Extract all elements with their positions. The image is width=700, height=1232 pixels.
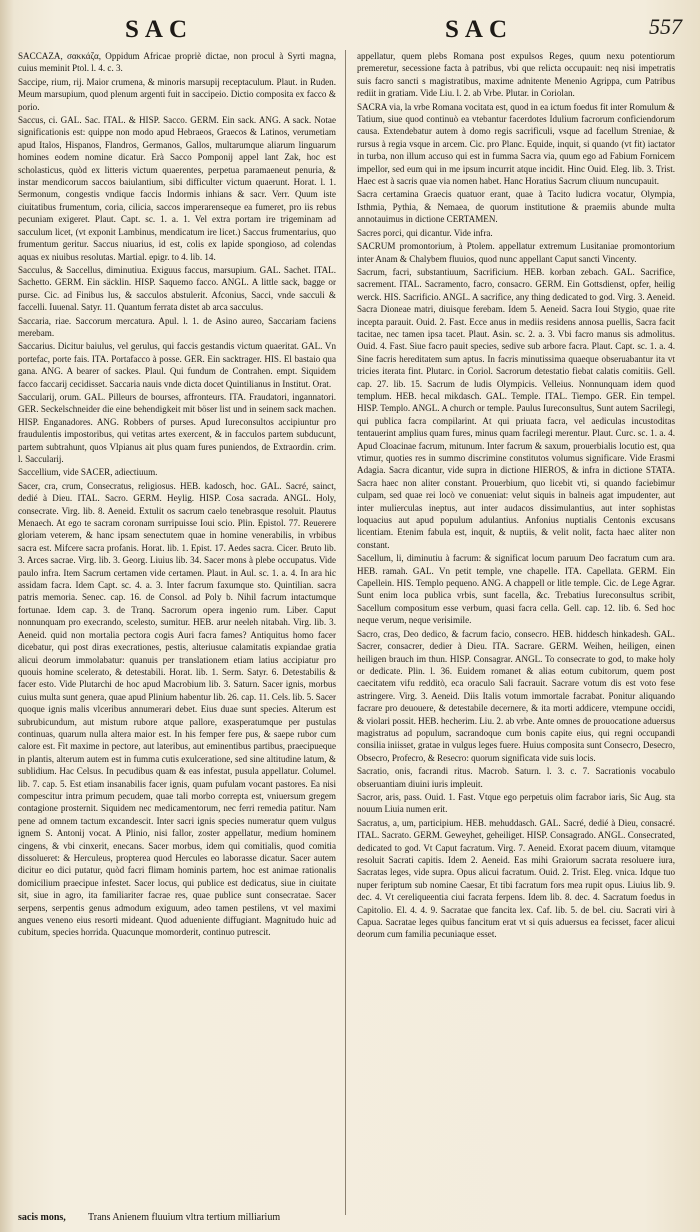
entry-paragraph: Sacra certamina Graecis quatuor erant, quae à Tacito ludicra vocatur, Olympia, Isthmia, Pythia, & Nemaea, de quorum institutione & praemiis abunde multa annotauimus in dictione CERTAMEN. xyxy=(357,189,675,225)
page-edge-shadow xyxy=(0,0,14,1232)
left-column xyxy=(18,50,336,1220)
page-number: 557 xyxy=(649,14,682,39)
left-headword: SAC xyxy=(125,16,194,43)
entry-paragraph: Sacro, cras, Deo dedico, & facrum facio, consecro. HEB. hiddesch hinkadesh. GAL. Sacrer, consacrer, dedier à Dieu. ITA. Sacrare. GERM. Weihen, heiligen, einen heiligen brauch im thun. HISP. Consagrar. ANGL. To consecrate to god, to make holy or dedicate. Plin. l. 36. Euidem romanet & alias eotum cubitorum, quem post caecitatem vifu redditò, eca oraculo Sali facrauit. Sacrare votum dis est voto fese astringere. Virg. 3. Aeneid. Diis Italis votum immortale facrabat. Ponitur aliquando facrare pro deuouere, & detestabile decernere, & ita morti addicere, vtempune occidi, & violari possit. HEB. hecherim. Liu. 2. ab vrbe. Ante omnes de prouocatione aduersus magistratus ad populum, sacrandoque cum bonis capite eius, qui regni occupandi consilia iniisset, gratae in vulgus leges fuere. Huius composita sunt Consecro, Desecro, Obsecro, Profecro, & Resecro: quorum significata vide suis locis. xyxy=(357,628,675,763)
entry-paragraph: SACCAZA, σακκάζα, Oppidum Africae propriè dictae, non procul à Syrti magna, cuius meminit Ptol. l. 4. c. 3. xyxy=(18,51,336,74)
entry-paragraph: Saccaria, riae. Saccorum mercatura. Apul. l. 1. de Asino aureo, Saccariam faciens merebam. xyxy=(18,315,336,338)
entry-paragraph: appellatur, quem plebs Romana post expulsos Reges, quum nexu potentiorum premeretur, secessione facta à patribus, vbi que relicta occupauit: neq nisi impetratis suis facro sancti s magistratibus, maxime adnitente Menenio Agrippa, cum Patribus rediit in gratiam. Vide Liu. l. 2. ab Vrbe. Plutar. in Coriolan. xyxy=(357,51,675,99)
entry-paragraph: Sacres porci, qui dicantur. Vide infra. xyxy=(357,227,493,238)
entry-paragraph: Sacratio, onis, facrandi ritus. Macrob. Saturn. l. 3. c. 7. Sacrationis vocabulo obseruantiam diuini iuris impleuit. xyxy=(357,766,675,789)
entry-paragraph: Sacratus, a, um, participium. HEB. mehuddasch. GAL. Sacré, dedié à Dieu, consacré. ITAL. Sacrato. GERM. Geweyhet, geheiliget. HISP. Consagrado. ANGL. Consecrated, dedicated to god. Vt Caput facratum. Virg. 7. Aeneid. Exorat pacem diuum, vitamque resoluit Sacrati capitis. Idem 2. Aeneid. Eas mihi Graiorum sacrata resoluere iura, Sacratas leges, vide supra. Opus alicui facratum. Ouid. 2. Trist. Eleg. vnica. Idque tuo nuper feriptum sub nomine Caesar, Et tibi facratum fors mea rupit opus. Liuius lib. 9. dec. 4. Vt cereliqueentia ciui facrata ferpens. Idem lib. 8. dec. 4. Sacratum foedus in Capitolio. El. 4. 4. 9. Sacratae que fancita lex. Caf. lib. 5. de bel. ciu. Sacrati viri à Capua. Sacratae leges quibus fancitum erat vt si quis aduersus ea fecisset, facer alicui deorum cum familia pecuniaque esset. xyxy=(357,817,675,940)
page-footer xyxy=(18,1212,680,1226)
entry-paragraph: Saccus, ci. GAL. Sac. ITAL. & HISP. Sacco. GERM. Ein sack. ANG. A sack. Notae significationis est: quippe non modo apud Hebraeos, Graecos & Latinos, verumetiam apud Italos, Hispanos, Flandros, Germanos, Gallos, multarumque aliarum linguarum homines eodem nomine dicatur. Erà Sacco Pomponij appel lant Zak, hoc est scholasticus, quòd ex litteris victum quaerentes, perpetua paramaeneut penuria, & instar mendicorum saccos baiulantium, sibi difficulter victum quaerunt. Horat. l. 1. Sermonum, congestis vndique faccis Indormis inhians & sacr. Verr. Quum iste ciuitatibus frumentum, coria, cilicia, saccos imperarenseque ea fumeret, pro iis rebus pecuniam exigeret. Plaut. Capt. sc. 1. a. 1. Vel extra portam ire trigeminam ad sacculum licet, (vt exponit Lambinus, mendicatum ire licet.) Saccus frumentarius, quo frumentum geritur. Saccus niuarius, id est, colis ex lapide spongioso, ad colendas aquas ex niuibus resolutas. Martial. epigr. to 4. lib. 14. xyxy=(18,115,336,262)
entry-paragraph: Sacror, aris, pass. Ouid. 1. Fast. Vtque ego perpetuis olim facrabor iaris, Sic Aug. sta nouum Liuia numen erit. xyxy=(357,791,675,815)
entry-paragraph: SACRA via, la vrbe Romana vocitata est, quod in ea ictum foedus fit inter Romulum & Tatium, siue quod continuò ea vtebantur facerdotes Idulium facrorum conficiendorum causa. Extendebatur autem à domo regis sacrificuli, vsque ad facellum Streniae, & rursus à regia vsque in arcem. Cic. pro Planc. Equide, inquit, si quando (vt fit) iactator in turba, non illum accuso qui est in fumma Sacra via, quum ego ad Fabium Fornicem impellor, sed eum qui in me ipsum incurrit atque incidit. Hinc Ouid. Eleg. lib. 3. Trist. Haec est à sacris quae via nomen habet. Hanc Horatius Sacrum cliuum nuncupauit. xyxy=(357,101,675,187)
entry-paragraph: Sacer, cra, crum, Consecratus, religiosus. HEB. kadosch, hoc. GAL. Sacré, sainct, dedié à Dieu. ITAL. Sacro. GERM. Heylig. HISP. Cosa sacrada. ANGL. Holy, consecrate. Virg. lib. 8. Aeneid. Extulit os sacrum caelo tenebrasque resoluit. Plautus Menaech. At ego te sacram coronam surripuisse Ioui scio. Plin. Epistol. 77. Reuerere gloriam veterem, & hanc ipsam senectutem quae in homine venerabilis, in vrbibus sacra est. Mifcere sacra profanis. Horat. lib. 1. Epist. 17. Aedes sacra. Cicer. Bruto lib. 3. Arces sacrae. Virg. lib. 3. Georg. Liuius lib. 34. Sacer mons à plebe occupatus. Vide paulo infra. Item Sacrum certamen vide certamen. Plaut. in Aul. sc. 1. a. 4. In ara hic assidam facra. Idem Capt. sc. 4. a. 3. Inter facrum faxumque sto. Quintilian. sacra patris memoria. Senec. cap. 16. de Consol. ad Poly b. Nihil facrum intactumque fortunae. Idem cap. 3. de Tranq. Sacrorum opera ingenio rum. Liber. Caput nonnunquam pro execrando, scelesto, sumitur. HEB. arur neeleh nitabah. Virg. lib. 3. Aeneid. quid non mortalia pectora cogis Auri facra fames? Antiquitus homo facer dicebatur, qui post diras execrationes, pestis, alteriusue calamitatis expiandae gratia alicui deorum immolabatur: quanuis per translationem etiam latius accipiatur pro quouis homine scelerato, & detestabili. Horat. lib. 1. Serm. Satyr. 6. Detestabilis & facer esto. Vide Plutarchi de hoc apud Macrobium lib. 3. Saturn. Sacer ignis, morbus cuius multa sunt genera, quae apud Plinium habentur lib. 26. cap. 11. Cels. lib. 5. Sacer quoque ignis malis vlceribus annumerari debet. Eius duae sunt species. Alterum est subrubicundum, aut mistum rubore atque pallore, exasperatumque per pustulas continuas, quarum nulla altera maior est. In his femper fere pus, & saepe rubor cum calore est. Fit maxime in pectore, aut lateribus, aut eminentibus partibus, praecipueque in plantis, alterum autem est in fumma cutis exulceratione, sed sine altitudine latum, & sublidium. Hac Celsus. In pecudibus quam & eas infestat, pusula appellatur. Columel. lib. 7. cap. 5. Est etiam insanabilis facer ignis, quam pufulam vocant pastores. Ea nisi compescitur intra primum pecudem, quae tali morbo correpta est, vniuersum gregem contagione prosternit. Siquidem nec medicamentorum, nec ferri remedia patitur. Nam pene ad omnem tactum excandescit. Inter sacri ignis species numeratur quem vulgus ignem S. Antonij vocat. A Plinio, nisi fallor, zoster appellatur, medium hominem cingens, & vbi cinxerit, enecans. Sacer morbus, idem qui comitialis, quod comitia dissolueret: & Herculeus, propterea quod Hercules eo laborasse dicatur. Sacer autem dicitur eo dici putatur, quòd facri flimam hominis partem, hoc est animae rationalis domicilium praecipue infestet. Sacer locus, qui publice est dedicatus, siue in ciuitate sit, siue in agro, ita familiariter facrae res, quae publice sunt consecratae. Sacer serpens, serpentis genus admodum exiguum, adeo tamen pestilens, vt vel maximi angues veneno eius resorti mideant. Quod adueniente diffugiant. Magnitudo huic ad cubitum, species horrida. Quacunque momorderit, continuo putrescit. xyxy=(18,480,336,938)
entry-paragraph: Saccellium, vide SACER, adiectiuum. xyxy=(18,467,158,478)
entry-paragraph: Saccipe, rium, rij. Maior crumena, & minoris marsupij receptaculum. Plaut. in Ruden. Meum marsupium, quod plenum argenti fuit in saccipeio. Dictio composita ex facco & porio. xyxy=(18,76,336,112)
entry-paragraph: Saccarius. Dicitur baiulus, vel gerulus, qui faccis gestandis victum quaeritat. GAL. Vn portefac, porte fais. ITA. Portafacco à posse. GER. Ein sacktrager. HIS. El bastaio qua gana. ANG. A bearer of sackes. Plaul. Qui fundum de Contrahen. empt. Siquidem facco faccarij cecidisset. Saccaria nauis vnde dicta docet Quintilianus in Institut. Orat. xyxy=(18,341,336,389)
entry-paragraph: Sacculus, & Saccellus, diminutiua. Exiguus faccus, marsupium. GAL. Sachet. ITAL. Sachetto. GERM. Ein säcklin. HISP. Saquemo facco. ANGL. A little sack, bagge or purse. Cic. ad Finibus lus, & sacculos abstulerit. Afconius, Sacci, vnde sacculi & faccelli. Iuuenal. Satyr. 11. Quantum ferrata distet ab arca sacculus. xyxy=(18,264,336,313)
catchword: sacis mons, xyxy=(18,1212,66,1223)
right-column xyxy=(357,50,675,1220)
entry-paragraph: SACRUM promontorium, à Ptolem. appellatur extremum Lusitaniae promontorium inter Anam & Chalybem fluuios, quod nunc appellant Caput sancti Vincenty. xyxy=(357,241,675,264)
entry-paragraph: Sacellum, li, diminutiu à facrum: & significat locum paruum Deo facratum cum ara. HEB. ramah. GAL. Vn petit temple, vne chapelle. ITA. Capellata. GERM. Ein Capellein. HIS. Templo pequeno. ANG. A chappell or litle temple. Cic. de Lege Agrar. Sunt enim loca publica vrbis, sunt facella, &c. Trebatius Iureconsultus scribit, Sacellum compositum esse verbum, quasi facra cella. Gell. cap. 12. lib. 6. Sed hoc neque verum, neque verisimile. xyxy=(357,553,675,626)
footer-line: Trans Anienem fluuium vltra tertium milliarium xyxy=(88,1212,281,1223)
column-divider xyxy=(345,50,346,1215)
right-headword: SAC xyxy=(445,16,514,43)
page-header xyxy=(20,12,688,48)
entry-paragraph: Saccularij, orum. GAL. Pilleurs de bourses, affronteurs. ITA. Fraudatori, ingannatori. GER. Seckelschneider die eine behendigkeit mit böser list und in seinem sack machen. HISP. Enganadores. ANG. Robbers of purses. Apud Iureconsultos accipiuntur pro fraudulentis impostoribus, qui vetitas artes exercent, & in facculos partem subducunt, partem subtrahunt, quos Vlpianus ait plus quam fures puniendos, de Extraordin. crim. l. Saccularij. xyxy=(18,391,336,464)
entry-paragraph: Sacrum, facri, substantiuum, Sacrificium. HEB. korban zebach. GAL. Sacrifice, sacrement. ITAL. Sacramento, facro, consacro. GERM. Ein Gottsdienst, opfer, heilig werck. HIS. Sacrificio. ANGL. A sacrifice, any thing dedicated to god. Virg. 3. Aeneid. Sacra Dioneae matri, diuisque ferebam. Idem 5. Aeneid. Sacra Ioui Stygio, quae rite incepta parauit. Ouid. 2. Fast. Ecce anus in mediis residens annosa puellis, Sacra facit tacitae, nec tamen ipsa tacet. Plaut. Asin. sc. 2. a. 3. Vbi facro manus sis admolitus. Ouid. 4. Fast. Siue facro pauit species, sedive sub arbore facra. Plaut. Capt. sc. 1. a. 4. Sine facris hereditatem sum aptus. In facris minutissima quaeque obseruabantur ita vt tricies iterata fint. Plutarc. in Coriol. Sacrorum detestatio fiebat calatis comitiis. Gell. cap. 27. lib. 15. Sacrum de ludis Olympicis. Velleius. Nonnunquam idem quod templum. HEB. hecal mikdasch. GAL. Temple. ITAL. Tiempo. GER. Ein tempel. HISP. Templo. ANGL. A church or temple. Paulus Iureconsultus, Sunt autem Sacrilegi, qui publica facra compilarint. At qui priuata facra, vel aediculas incustoditas tentauerint amplius quam fures, minus quam facrilegi merentur. Plaut. Curc. sc. 1. a. 4. Apud Cloacinae facrum, mitunum. Inter facrum & saxum, prouerbialis locutio est, qua vtimur, quoties res in summo discrimine constitutos volumus significare. Vide Erasmi Adagia. Sacra dicantur, vide supra in dictione HIEROS, & infra in dictione STATA. Sacra haec non aliter constant. Prouerbium, quo licebit vti, si quando faciebimur culpam, sed quae rei locò ve conueniat: velut siquis in balneis agat impudenter, aut inter mulierculas ineptus, aut inter audacos dissimulantius, aut inter sophistas loquacius aut apud populum adulantius. Anfonius nuptialis Centonis excusans licentiam. Etenim fabula est, inquit, & nuptiis, & velit nolit, facta haec aliter non constant. xyxy=(357,266,675,550)
